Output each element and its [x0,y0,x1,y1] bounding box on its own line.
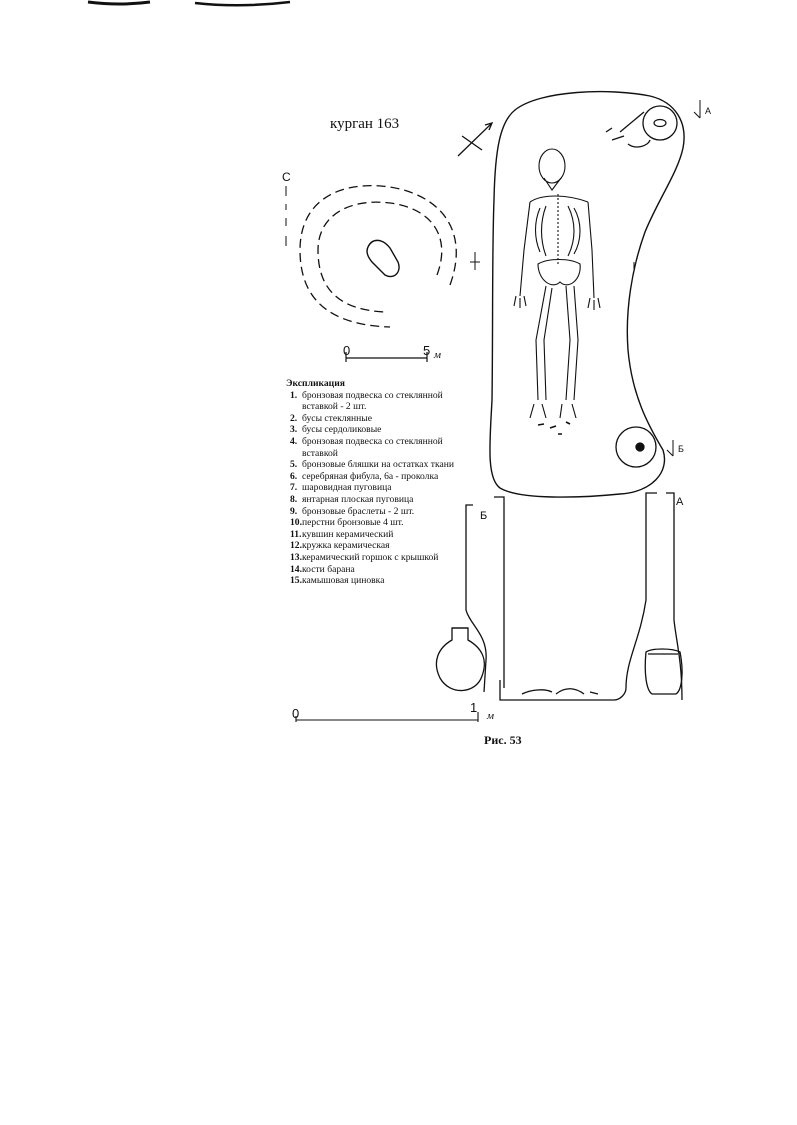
vessel-plan-11-inner [636,443,644,451]
legend-text: керамический горшок с крышкой [302,551,439,563]
section-a-profile [626,493,657,688]
plan-scale-max: 5 [423,343,431,358]
legend-num: 10. [290,517,302,529]
section-scale-max: 1 [470,700,478,715]
plan-scale-line [346,352,427,362]
legend-num: 9. [290,505,298,517]
skeleton [514,149,600,434]
mound-tick [470,252,480,270]
legend-num: 4. [290,435,298,447]
plan-scale-unit: м [434,349,442,361]
legend-text: перстни бронзовые 4 шт. [302,517,404,529]
skull [539,149,565,183]
legend-text: янтарная плоская пуговица [302,493,414,505]
north-marker-label: С [282,170,291,184]
jug-section [436,628,484,691]
orientation-arrow [458,123,492,156]
section-scale-line [296,712,478,722]
legend-item [286,517,462,529]
orientation-cross [462,136,482,150]
orientation-line [458,123,492,156]
ribs-left [536,206,547,256]
legend-num: 13. [290,551,302,563]
section-a-profile-out [666,493,682,700]
legend-text: кувшин керамический [302,528,394,540]
section-a-marker [694,100,700,118]
legend [286,378,462,587]
leg-right [566,286,570,400]
legend-num: 6. [290,470,298,482]
section-b-plan-label: Б [678,444,684,454]
mound-inner-ring [318,202,442,312]
legend-title: Экспликация [286,378,345,389]
hand-right [588,298,600,310]
legend-item [286,494,462,506]
legend-item [286,459,462,471]
mound-outer-ring [300,186,456,327]
legend-num: 15. [290,575,302,587]
section-b-label: Б [480,510,488,522]
legend-item [286,482,462,494]
legend-text: бронзовая подвеска со стеклянной вставкой - 2 шт. [302,389,443,413]
pelvis [538,260,580,285]
leg-left-b [544,288,552,400]
legend-item [286,552,462,564]
grave-outline [490,92,684,497]
finds-scatter [538,422,570,434]
legend-num: 1. [290,389,298,401]
legend-item [286,540,462,552]
grave-pit-plan [367,240,399,276]
legend-text: бронзовые бляшки на остатках ткани [302,459,454,471]
legend-item [286,390,462,413]
section-b-marker [667,440,673,456]
section-scale-unit: м [487,710,495,722]
scan-blotch [88,2,150,4]
legend-item [286,436,462,459]
vessels-plan [606,106,677,467]
pot-section [645,649,682,694]
floor-finds [522,689,598,694]
legend-num: 5. [290,459,298,471]
feet [530,404,576,418]
legend-text: бронзовая подвеска со стеклянной вставкой [302,435,443,459]
legend-num: 7. [290,482,298,494]
grave-plan [490,92,700,497]
legend-item [286,575,462,587]
scan-blotch [195,2,290,5]
section-b-profile-in [494,497,504,688]
shoulders [530,196,588,202]
legend-text: кружка керамическая [302,540,390,552]
arm-left [520,202,530,296]
vessel-plan-13 [643,106,677,140]
plan-scale-bar [346,352,427,362]
legend-text: бусы стеклянные [302,412,372,424]
ribs-right [568,206,580,256]
legend-text: серебряная фибула, 6а - проколка [302,470,439,482]
mound-plan [300,186,480,327]
section-scale-bar [296,712,478,722]
legend-num: 14. [290,563,302,575]
legend-item [286,529,462,541]
legend-item [286,564,462,576]
leg-right-b [574,286,578,400]
legend-text: шаровидная пуговица [302,482,392,494]
legend-num: 11. [290,528,302,540]
section-a-plan-label: А [705,106,712,116]
legend-item [286,506,462,518]
plan-scale-zero: 0 [343,343,351,358]
hand-left [514,296,526,308]
legend-num: 8. [290,493,298,505]
legend-text: бронзовые браслеты - 2 шт. [302,505,415,517]
section-profiles [436,493,682,700]
legend-text: кости барана [302,563,355,575]
legend-item [286,413,462,425]
legend-text: бусы сердоликовые [302,424,382,436]
legend-num: 2. [290,412,298,424]
kurgan-title: курган 163 [330,116,400,132]
legend-item [286,424,462,436]
jaw [544,178,561,190]
legend-num: 3. [290,424,298,436]
legend-item [286,471,462,483]
section-a-label: А [676,496,684,508]
figure-caption: Рис. 53 [484,733,522,747]
legend-num: 12. [290,540,302,552]
vessel-13-lid [654,120,666,127]
arm-right [588,202,594,298]
section-b-profile [466,505,486,692]
section-scale-zero: 0 [292,706,300,721]
legend-text: камышовая циновка [302,575,385,587]
